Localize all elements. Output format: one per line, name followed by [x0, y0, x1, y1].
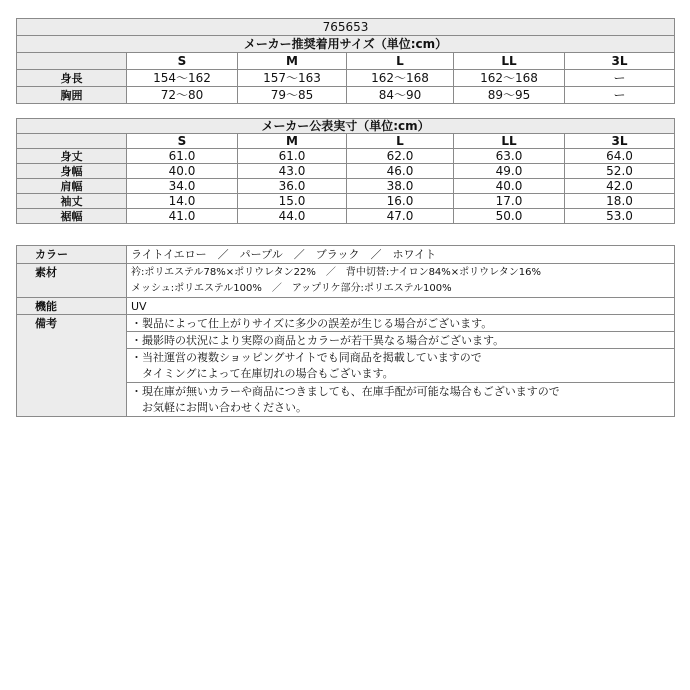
table-row	[17, 70, 675, 87]
row-label-sleeve-length: 袖丈	[17, 194, 127, 209]
function-label: 機能	[17, 298, 127, 315]
size-header-m: M	[238, 53, 347, 70]
value-cell: 62.0	[347, 149, 454, 164]
row-label-shoulder-width: 肩幅	[17, 179, 127, 194]
value-cell: 16.0	[347, 194, 454, 209]
function-value: UV	[127, 298, 675, 315]
value-cell: 15.0	[238, 194, 347, 209]
value-cell: 46.0	[347, 164, 454, 179]
table-row	[17, 164, 675, 179]
details-table	[16, 245, 675, 417]
value-cell: 50.0	[454, 209, 565, 224]
table-row	[17, 87, 675, 104]
size-header-l: L	[347, 53, 454, 70]
size-header-s: S	[127, 134, 238, 149]
note-item: ・製品によって仕上がりサイズに多少の誤差が生じる場合がございます。	[127, 315, 675, 332]
row-label-chest: 胸囲	[17, 87, 127, 104]
value-cell: 61.0	[238, 149, 347, 164]
value-cell: ー	[565, 87, 675, 104]
material-label: 素材	[17, 264, 127, 298]
material-line: メッシュ:ポリエステル100% ／ アップリケ部分:ポリエステル100%	[131, 282, 452, 294]
empty-header-cell	[17, 53, 127, 70]
color-label: カラー	[17, 246, 127, 264]
size-header-s: S	[127, 53, 238, 70]
material-value	[127, 264, 675, 298]
value-cell: 157〜163	[238, 70, 347, 87]
value-cell: 154〜162	[127, 70, 238, 87]
notes-label: 備考	[17, 315, 127, 417]
size-header-ll: LL	[454, 134, 565, 149]
value-cell: 36.0	[238, 179, 347, 194]
size-header-m: M	[238, 134, 347, 149]
table-row	[17, 149, 675, 164]
material-line: 衿:ポリエステル78%×ポリウレタン22% ／ 背中切替:ナイロン84%×ポリウレタン16%	[131, 266, 542, 278]
value-cell: 40.0	[127, 164, 238, 179]
note-item	[127, 349, 675, 383]
table-row	[17, 179, 675, 194]
value-cell: 89〜95	[454, 87, 565, 104]
value-cell: 47.0	[347, 209, 454, 224]
value-cell: ー	[565, 70, 675, 87]
value-cell: 162〜168	[347, 70, 454, 87]
recommended-size-table	[16, 18, 675, 104]
size-header-ll: LL	[454, 53, 565, 70]
value-cell: 53.0	[565, 209, 675, 224]
row-label-length: 身丈	[17, 149, 127, 164]
value-cell: 18.0	[565, 194, 675, 209]
product-code: 765653	[17, 19, 675, 36]
value-cell: 52.0	[565, 164, 675, 179]
value-cell: 79〜85	[238, 87, 347, 104]
value-cell: 64.0	[565, 149, 675, 164]
value-cell: 40.0	[454, 179, 565, 194]
note-line: ・当社運営の複数ショッピングサイトでも同商品を掲載していますので	[131, 350, 482, 364]
row-label-hem-width: 裾幅	[17, 209, 127, 224]
note-item: ・撮影時の状況により実際の商品とカラーが若干異なる場合がございます。	[127, 332, 675, 349]
value-cell: 17.0	[454, 194, 565, 209]
value-cell: 162〜168	[454, 70, 565, 87]
value-cell: 42.0	[565, 179, 675, 194]
measurement-table	[16, 118, 675, 224]
color-value: ライトイエロー ／ パープル ／ ブラック ／ ホワイト	[127, 246, 675, 264]
size-header-3l: 3L	[565, 53, 675, 70]
value-cell: 84〜90	[347, 87, 454, 104]
empty-header-cell	[17, 134, 127, 149]
size-header-l: L	[347, 134, 454, 149]
value-cell: 38.0	[347, 179, 454, 194]
value-cell: 72〜80	[127, 87, 238, 104]
value-cell: 14.0	[127, 194, 238, 209]
value-cell: 44.0	[238, 209, 347, 224]
row-label-height: 身長	[17, 70, 127, 87]
size-header-3l: 3L	[565, 134, 675, 149]
recommended-size-title: メーカー推奨着用サイズ（単位:cm）	[17, 36, 675, 53]
note-item	[127, 383, 675, 417]
value-cell: 34.0	[127, 179, 238, 194]
table-row	[17, 209, 675, 224]
value-cell: 41.0	[127, 209, 238, 224]
value-cell: 43.0	[238, 164, 347, 179]
note-line: ・現在庫が無いカラーや商品につきましても、在庫手配が可能な場合もございますので	[131, 384, 560, 398]
measurement-title: メーカー公表実寸（単位:cm）	[17, 119, 675, 134]
note-line: タイミングによって在庫切れの場合もございます。	[131, 366, 394, 380]
value-cell: 49.0	[454, 164, 565, 179]
value-cell: 63.0	[454, 149, 565, 164]
value-cell: 61.0	[127, 149, 238, 164]
note-line: お気軽にお問い合わせください。	[131, 400, 307, 414]
row-label-body-width: 身幅	[17, 164, 127, 179]
table-row	[17, 194, 675, 209]
